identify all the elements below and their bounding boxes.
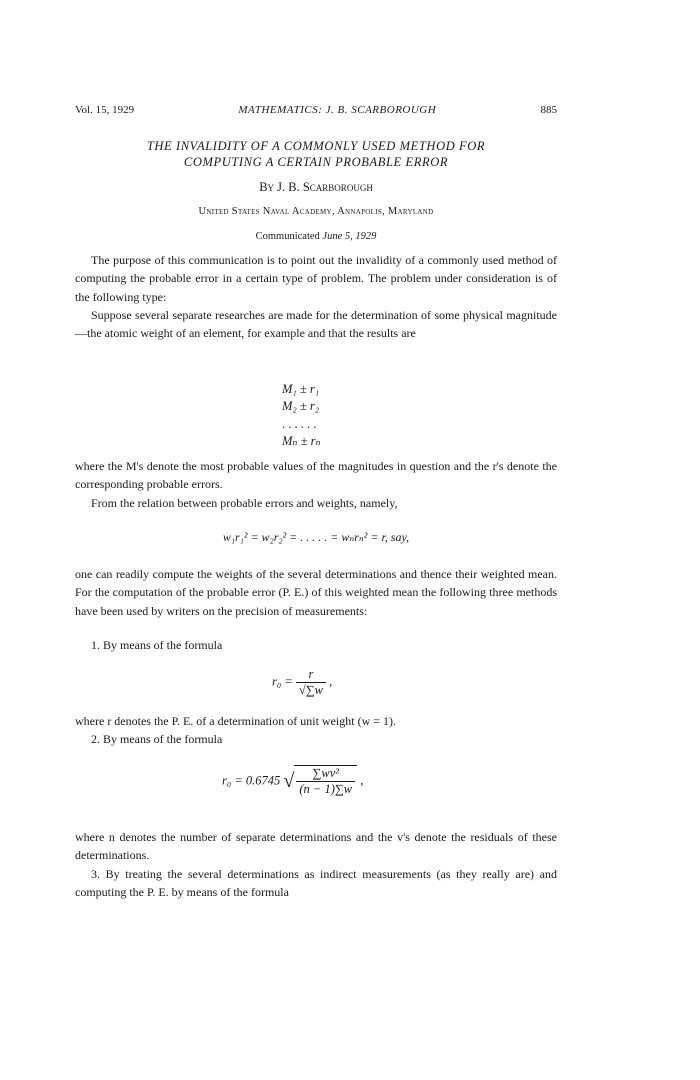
paragraph-8: 3. By treating the several determinations as indirect measurements (as they really are) and computing the P. E. by means of the formula [75, 867, 557, 900]
formula-1-lhs: r₀ = [272, 674, 293, 689]
formula-2-radicand [294, 765, 357, 797]
page-number: 885 [540, 104, 557, 116]
formula-1 [272, 667, 332, 698]
radical-sign-icon: √ [283, 770, 295, 792]
formula-2-denominator: (n − 1)∑w [299, 782, 353, 796]
formula-1-numerator: r [296, 667, 326, 683]
author-affiliation: United States Naval Academy, Annapolis, Maryland [198, 206, 434, 217]
author-byline: By J. B. Scarborough [259, 180, 373, 194]
results-line-1: M₁ ± r₁ [282, 382, 320, 396]
formula-2-tail: , [360, 773, 364, 788]
results-line-2: M₂ ± r₂ [282, 399, 320, 413]
title-line-1: THE INVALIDITY OF A COMMONLY USED METHOD FOR [146, 139, 486, 153]
weights-equation: w₁r₁² = w₂r₂² = . . . . . = wₙrₙ² = r, say, [222, 530, 410, 544]
formula-2-numerator: ∑wv² [296, 766, 355, 782]
paragraph-4: From the relation between probable errors and weights, namely, [91, 496, 398, 510]
formula-1-fraction [296, 667, 326, 698]
formula-2-fraction [296, 766, 355, 797]
formula-1-denominator: √∑w [298, 683, 324, 697]
paragraph-7: where n denotes the number of separate determinations and the v's denote the residuals of these determinations. [75, 830, 557, 863]
formula-2-lhs: r₀ = 0.6745 [222, 773, 281, 788]
method-2-label: 2. By means of the formula [91, 732, 223, 746]
method-1-label: 1. By means of the formula [91, 638, 223, 652]
communicated-label: Communicated [255, 231, 320, 242]
results-line-n: Mₙ ± rₙ [282, 434, 321, 448]
formula-2 [222, 765, 363, 797]
volume-label: Vol. 15, 1929 [75, 104, 135, 116]
communicated-date-value: June 5, 1929 [322, 231, 377, 242]
title-line-2: COMPUTING A CERTAIN PROBABLE ERROR [183, 155, 449, 169]
article-title [75, 138, 557, 170]
running-title: MATHEMATICS: J. B. SCARBOROUGH [238, 104, 437, 116]
formula-1-tail: , [329, 674, 333, 689]
paragraph-1: The purpose of this communication is to point out the invalidity of a commonly used method of computing the probable error in a certain type of problem. The problem under consideration is of the following type: [75, 253, 557, 304]
paragraph-3: where the M's denote the most probable values of the magnitudes in question and the r's denote the corresponding probable errors. [75, 459, 557, 492]
paragraph-2: Suppose several separate researches are made for the determination of some physical magnitude—the atomic weight of an element, for example and that the results are [75, 308, 557, 341]
paragraph-6: where r denotes the P. E. of a determination of unit weight (w = 1). [75, 714, 397, 728]
running-head [75, 104, 557, 116]
results-line-ellipsis: . . . . . . [282, 417, 317, 431]
communicated-date [75, 231, 557, 242]
paragraph-5: one can readily compute the weights of the several determinations and thence their weighted mean. For the computation of the probable error (P. E.) of this weighted mean the following three methods have been used by writers on the precision of measurements: [75, 567, 557, 618]
